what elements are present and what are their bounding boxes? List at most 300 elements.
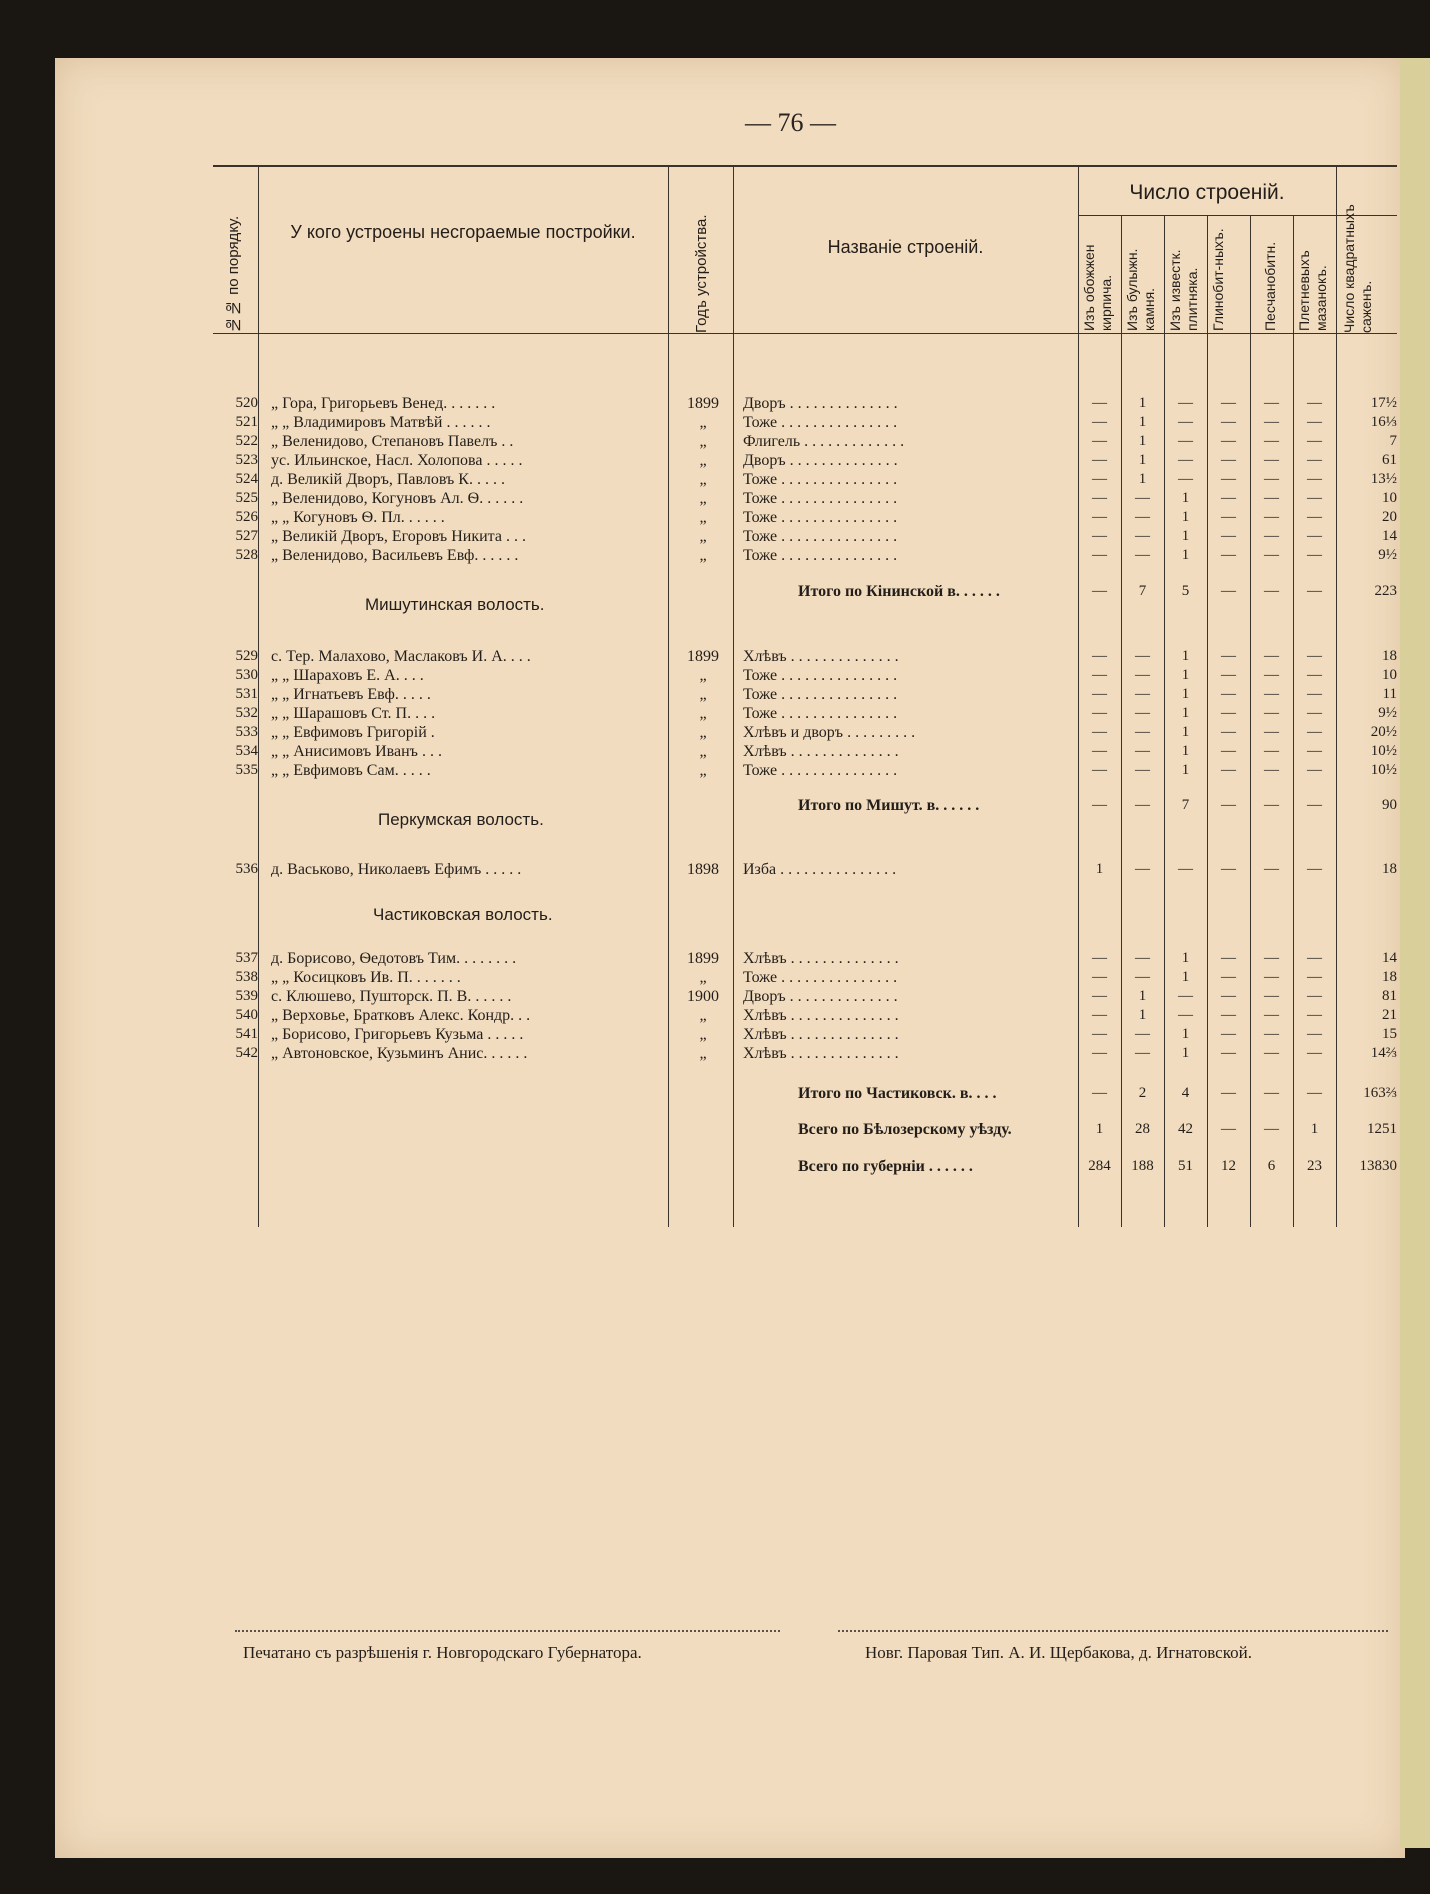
row-building: Тоже . . . . . . . . . . . . . . . [743, 686, 898, 703]
row-c4: — [1221, 490, 1236, 506]
row-c1: — [1092, 648, 1107, 664]
row-c3: 1 [1181, 648, 1190, 664]
row-c5: — [1264, 528, 1279, 544]
row-owner: „ „ Косицковъ Ив. П. . . . . . . [271, 969, 461, 986]
row-building: Тоже . . . . . . . . . . . . . . . [743, 414, 898, 431]
row-building: Тоже . . . . . . . . . . . . . . . [743, 547, 898, 564]
col-divider [733, 165, 734, 1227]
row-building: Хлѣвъ . . . . . . . . . . . . . . [743, 743, 899, 760]
row-area: 14⅔ [1370, 1045, 1397, 1061]
row-c4: — [1221, 648, 1236, 664]
row-area: 81 [1382, 988, 1397, 1004]
row-building: Дворъ . . . . . . . . . . . . . . [743, 452, 898, 469]
row-c5: — [1264, 861, 1279, 877]
footer-rule-left [235, 1630, 780, 1636]
row-number: 540 [235, 1007, 258, 1023]
row-c1: — [1092, 1026, 1107, 1042]
row-area: 17½ [1370, 395, 1397, 411]
row-c1: — [1092, 1085, 1107, 1101]
row-c3: — [1178, 395, 1193, 411]
row-c2: — [1135, 743, 1150, 759]
row-building: Флигель . . . . . . . . . . . . . [743, 433, 905, 450]
row-c4: — [1221, 395, 1236, 411]
row-c6: — [1307, 1085, 1322, 1101]
row-c2: — [1135, 667, 1150, 683]
row-c1: — [1092, 452, 1107, 468]
row-building: Дворъ . . . . . . . . . . . . . . [743, 395, 898, 412]
row-c3: 1 [1181, 528, 1190, 544]
row-c6: — [1307, 452, 1322, 468]
header-sub-2: Изъ булыжн. камня. [1124, 248, 1157, 331]
row-c2: 1 [1138, 1007, 1147, 1023]
row-c3: — [1178, 1007, 1193, 1023]
row-c5: — [1264, 395, 1279, 411]
row-c4: — [1221, 471, 1236, 487]
row-c4: — [1221, 583, 1236, 599]
row-c2: — [1135, 950, 1150, 966]
row-c3: — [1178, 433, 1193, 449]
row-c5: — [1264, 988, 1279, 1004]
row-year: 1898 [687, 861, 719, 878]
row-year: „ [699, 1007, 707, 1024]
row-c5: — [1264, 1007, 1279, 1023]
row-c5: — [1264, 471, 1279, 487]
row-c6: — [1307, 395, 1322, 411]
row-number: 524 [235, 471, 258, 487]
row-c6: — [1307, 705, 1322, 721]
header-building: Названіе строеній. [827, 237, 984, 257]
row-c3: 1 [1181, 724, 1190, 740]
row-number: 530 [235, 667, 258, 683]
row-owner: „ Верховье, Братковъ Алекс. Кондр. . . [271, 1007, 531, 1024]
total-label: Всего по Бѣлозерскому уѣзду. [798, 1121, 1012, 1138]
row-c1: — [1092, 705, 1107, 721]
row-building: Хлѣвъ . . . . . . . . . . . . . . [743, 1007, 899, 1024]
row-c2: — [1135, 509, 1150, 525]
row-area: 10 [1382, 490, 1397, 506]
row-year: „ [699, 433, 707, 450]
row-c6: — [1307, 583, 1322, 599]
row-c3: — [1178, 988, 1193, 1004]
row-c3: 1 [1181, 950, 1190, 966]
row-number: 529 [235, 648, 258, 664]
row-c4: — [1221, 1007, 1236, 1023]
row-c4: — [1221, 861, 1236, 877]
row-c2: — [1135, 686, 1150, 702]
row-owner: „ Веленидово, Васильевъ Евф. . . . . . [271, 547, 519, 564]
row-c5: — [1264, 762, 1279, 778]
section-heading: Перкумская волость. [378, 810, 544, 829]
row-c2: 188 [1131, 1158, 1154, 1174]
row-area: 13½ [1370, 471, 1397, 487]
row-owner: „ Веленидово, Степановъ Павелъ . . [271, 433, 514, 450]
row-owner: „ „ Анисимовъ Иванъ . . . [271, 743, 442, 760]
row-building: Хлѣвъ . . . . . . . . . . . . . . [743, 1045, 899, 1062]
row-owner: „ „ Владимировъ Матвѣй . . . . . . [271, 414, 491, 431]
row-c4: — [1221, 724, 1236, 740]
row-area: 9½ [1378, 705, 1397, 721]
row-building: Тоже . . . . . . . . . . . . . . . [743, 471, 898, 488]
header-year: Годъ устройства. [693, 214, 710, 333]
row-year: 1900 [687, 988, 719, 1005]
row-area: 61 [1382, 452, 1397, 468]
row-c4: — [1221, 1085, 1236, 1101]
row-c5: — [1264, 547, 1279, 563]
row-owner: „ Борисово, Григорьевъ Кузьма . . . . . [271, 1026, 524, 1043]
row-c4: — [1221, 743, 1236, 759]
row-c4: — [1221, 1045, 1236, 1061]
row-area: 10½ [1370, 762, 1397, 778]
row-owner: д. Великій Дворъ, Павловъ К. . . . . [271, 471, 505, 488]
row-building: Изба . . . . . . . . . . . . . . . [743, 861, 897, 878]
row-c2: 1 [1138, 414, 1147, 430]
row-c1: — [1092, 414, 1107, 430]
row-building: Тоже . . . . . . . . . . . . . . . [743, 490, 898, 507]
header-no: №№ по порядку. [225, 215, 242, 333]
row-owner: „ „ Евфимовъ Григорій . [271, 724, 435, 741]
row-number: 523 [235, 452, 258, 468]
row-c6: — [1307, 547, 1322, 563]
row-c6: 1 [1310, 1121, 1319, 1137]
row-number: 537 [235, 950, 258, 966]
row-c4: 12 [1221, 1158, 1236, 1174]
row-c1: — [1092, 686, 1107, 702]
row-number: 542 [235, 1045, 258, 1061]
row-c1: — [1092, 490, 1107, 506]
row-area: 163⅔ [1363, 1085, 1397, 1101]
row-year: „ [699, 1045, 707, 1062]
row-c1: 284 [1088, 1158, 1111, 1174]
row-c2: — [1135, 547, 1150, 563]
row-c4: — [1221, 762, 1236, 778]
row-owner: „ Гора, Григорьевъ Венед. . . . . . . [271, 395, 496, 412]
row-c6: 23 [1307, 1158, 1322, 1174]
row-number: 525 [235, 490, 258, 506]
section-heading: Частиковская волость. [373, 905, 553, 924]
row-area: 20 [1382, 509, 1397, 525]
row-c6: — [1307, 861, 1322, 877]
row-owner: с. Клюшево, Пушторск. П. В. . . . . . [271, 988, 512, 1005]
header-bottom-rule [213, 333, 1397, 334]
row-c3: 1 [1181, 1026, 1190, 1042]
row-number: 526 [235, 509, 258, 525]
row-c3: — [1178, 452, 1193, 468]
row-year: „ [699, 471, 707, 488]
row-c3: 1 [1181, 762, 1190, 778]
row-c4: — [1221, 969, 1236, 985]
row-area: 18 [1382, 861, 1397, 877]
row-c5: — [1264, 490, 1279, 506]
row-building: Хлѣвъ . . . . . . . . . . . . . . [743, 950, 899, 967]
row-c3: 1 [1181, 490, 1190, 506]
row-year: 1899 [687, 950, 719, 967]
row-number: 527 [235, 528, 258, 544]
row-number: 531 [235, 686, 258, 702]
row-c5: — [1264, 667, 1279, 683]
row-c3: 5 [1181, 583, 1190, 599]
row-area: 14 [1382, 528, 1397, 544]
row-owner: „ „ Когуновъ Ѳ. Пл. . . . . . [271, 509, 445, 526]
row-owner: „ „ Шараховъ Е. А. . . . [271, 667, 424, 684]
page-number: — 76 — [745, 108, 836, 137]
row-c2: — [1135, 705, 1150, 721]
row-area: 20½ [1370, 724, 1397, 740]
row-owner: „ Великій Дворъ, Егоровъ Никита . . . [271, 528, 526, 545]
header-sub-5: Песчанобитн. [1262, 241, 1278, 331]
row-c6: — [1307, 490, 1322, 506]
row-c2: 1 [1138, 988, 1147, 1004]
row-area: 10½ [1370, 743, 1397, 759]
row-c6: — [1307, 648, 1322, 664]
row-c2: — [1135, 648, 1150, 664]
row-c5: — [1264, 743, 1279, 759]
row-c6: — [1307, 433, 1322, 449]
row-c6: — [1307, 667, 1322, 683]
row-c5: — [1264, 509, 1279, 525]
row-c1: — [1092, 724, 1107, 740]
header-group: Число строеній. [1129, 181, 1285, 204]
row-c6: — [1307, 988, 1322, 1004]
row-c6: — [1307, 950, 1322, 966]
row-c4: — [1221, 950, 1236, 966]
row-building: Тоже . . . . . . . . . . . . . . . [743, 969, 898, 986]
row-year: „ [699, 452, 707, 469]
row-year: „ [699, 509, 707, 526]
row-year: „ [699, 743, 707, 760]
col-divider [668, 165, 669, 1227]
row-year: „ [699, 686, 707, 703]
row-c4: — [1221, 547, 1236, 563]
row-c4: — [1221, 705, 1236, 721]
row-building: Хлѣвъ и дворъ . . . . . . . . . [743, 724, 916, 741]
footer-imprint-right: Новг. Паровая Тип. А. И. Щербакова, д. Игнатовской. [865, 1643, 1252, 1662]
row-c3: 1 [1181, 743, 1190, 759]
row-c4: — [1221, 667, 1236, 683]
row-c1: — [1092, 743, 1107, 759]
next-page-edge [1400, 58, 1430, 1848]
row-area: 223 [1374, 583, 1397, 599]
row-area: 90 [1382, 797, 1397, 813]
row-c3: 1 [1181, 969, 1190, 985]
row-owner: с. Тер. Малахово, Маслаковъ И. А. . . . [271, 648, 531, 665]
row-c2: 7 [1138, 583, 1147, 599]
row-c5: — [1264, 1085, 1279, 1101]
row-year: 1899 [687, 395, 719, 412]
row-number: 535 [235, 762, 258, 778]
row-c6: — [1307, 762, 1322, 778]
footer-rule-right [838, 1630, 1388, 1636]
row-c1: — [1092, 667, 1107, 683]
row-c5: 6 [1267, 1158, 1276, 1174]
row-c6: — [1307, 724, 1322, 740]
row-c6: — [1307, 471, 1322, 487]
row-c3: 42 [1178, 1121, 1193, 1137]
row-c4: — [1221, 414, 1236, 430]
row-c5: — [1264, 1026, 1279, 1042]
section-heading: Мишутинская волость. [365, 595, 545, 614]
row-owner: д. Васьково, Николаевъ Ефимъ . . . . . [271, 861, 522, 878]
row-c1: — [1092, 433, 1107, 449]
row-c5: — [1264, 433, 1279, 449]
total-label: Всего по губерніи . . . . . . [798, 1158, 973, 1175]
row-number: 533 [235, 724, 258, 740]
row-c5: — [1264, 452, 1279, 468]
row-c6: — [1307, 1007, 1322, 1023]
buildings-table [213, 165, 1397, 1227]
row-c1: 1 [1095, 1121, 1104, 1137]
row-c1: — [1092, 988, 1107, 1004]
row-area: 7 [1389, 433, 1397, 449]
row-building: Дворъ . . . . . . . . . . . . . . [743, 988, 898, 1005]
row-owner: „ „ Шарашовъ Ст. П. . . . [271, 705, 436, 722]
row-building: Хлѣвъ . . . . . . . . . . . . . . [743, 1026, 899, 1043]
row-number: 522 [235, 433, 258, 449]
row-c5: — [1264, 705, 1279, 721]
row-c4: — [1221, 1121, 1236, 1137]
row-c2: — [1135, 1045, 1150, 1061]
row-c2: — [1135, 861, 1150, 877]
row-year: „ [699, 762, 707, 779]
row-year: 1899 [687, 648, 719, 665]
row-area: 14 [1382, 950, 1397, 966]
row-c5: — [1264, 686, 1279, 702]
row-c2: — [1135, 724, 1150, 740]
row-c1: — [1092, 1007, 1107, 1023]
row-owner: „ Автоновское, Кузьминъ Анис. . . . . . [271, 1045, 528, 1062]
row-c4: — [1221, 433, 1236, 449]
row-c1: — [1092, 797, 1107, 813]
row-c5: — [1264, 1045, 1279, 1061]
row-area: 13830 [1359, 1158, 1397, 1174]
row-owner: д. Борисово, Ѳедотовъ Тим. . . . . . . . [271, 950, 517, 967]
row-area: 18 [1382, 969, 1397, 985]
row-c2: — [1135, 528, 1150, 544]
row-year: „ [699, 490, 707, 507]
row-number: 536 [235, 861, 258, 877]
row-c6: — [1307, 509, 1322, 525]
row-c1: — [1092, 1045, 1107, 1061]
row-number: 532 [235, 705, 258, 721]
row-number: 528 [235, 547, 258, 563]
row-c3: — [1178, 861, 1193, 877]
row-c1: — [1092, 969, 1107, 985]
row-area: 10 [1382, 667, 1397, 683]
row-owner: ус. Ильинское, Насл. Холопова . . . . . [271, 452, 523, 469]
row-c5: — [1264, 969, 1279, 985]
row-c6: — [1307, 1045, 1322, 1061]
row-number: 541 [235, 1026, 258, 1042]
row-c3: 51 [1178, 1158, 1193, 1174]
header-sub-3: Изъ известк. плитняка. [1167, 249, 1200, 331]
row-c2: — [1135, 1026, 1150, 1042]
row-area: 11 [1382, 686, 1397, 702]
header-owner: У кого устроены несгораемые постройки. [290, 222, 636, 242]
row-c2: — [1135, 797, 1150, 813]
row-c3: — [1178, 414, 1193, 430]
row-year: „ [699, 724, 707, 741]
row-area: 21 [1382, 1007, 1397, 1023]
row-area: 9½ [1378, 547, 1397, 563]
row-area: 1251 [1367, 1121, 1397, 1137]
row-c3: — [1178, 471, 1193, 487]
row-c3: 4 [1181, 1085, 1190, 1101]
row-c4: — [1221, 452, 1236, 468]
row-c6: — [1307, 743, 1322, 759]
row-number: 521 [235, 414, 258, 430]
row-c3: 1 [1181, 547, 1190, 563]
header-sub-6: Плетневыхъ мазанокъ. [1296, 250, 1329, 331]
header-sub-1: Изъ обожжен кирпича. [1081, 244, 1114, 331]
row-c2: 2 [1138, 1085, 1147, 1101]
row-c6: — [1307, 797, 1322, 813]
row-building: Тоже . . . . . . . . . . . . . . . [743, 762, 898, 779]
row-c2: 1 [1138, 471, 1147, 487]
row-c3: 1 [1181, 667, 1190, 683]
row-building: Тоже . . . . . . . . . . . . . . . [743, 509, 898, 526]
row-c6: — [1307, 969, 1322, 985]
row-c2: 1 [1138, 395, 1147, 411]
row-c1: — [1092, 950, 1107, 966]
row-number: 538 [235, 969, 258, 985]
header-sub-4: Глинобит-ныхъ. [1210, 228, 1226, 331]
row-c3: 1 [1181, 1045, 1190, 1061]
row-c5: — [1264, 797, 1279, 813]
row-c1: 1 [1095, 861, 1104, 877]
row-c4: — [1221, 528, 1236, 544]
row-number: 534 [235, 743, 258, 759]
row-c2: — [1135, 969, 1150, 985]
row-year: „ [699, 1026, 707, 1043]
table-top-rule [213, 165, 1397, 167]
row-year: „ [699, 667, 707, 684]
row-owner: „ „ Игнатьевъ Евф. . . . . [271, 686, 431, 703]
row-area: 16⅓ [1370, 414, 1397, 430]
row-c5: — [1264, 1121, 1279, 1137]
row-c5: — [1264, 583, 1279, 599]
row-c2: 1 [1138, 433, 1147, 449]
row-c1: — [1092, 583, 1107, 599]
row-area: 18 [1382, 648, 1397, 664]
col-divider [258, 165, 259, 1227]
row-number: 520 [235, 395, 258, 411]
row-owner: „ „ Евфимовъ Сам. . . . . [271, 762, 431, 779]
row-c3: 7 [1181, 797, 1190, 813]
row-year: „ [699, 705, 707, 722]
row-c3: 1 [1181, 686, 1190, 702]
row-c5: — [1264, 648, 1279, 664]
row-year: „ [699, 547, 707, 564]
row-number: 539 [235, 988, 258, 1004]
row-area: 15 [1382, 1026, 1397, 1042]
row-c4: — [1221, 797, 1236, 813]
row-building: Тоже . . . . . . . . . . . . . . . [743, 705, 898, 722]
row-c6: — [1307, 528, 1322, 544]
row-c4: — [1221, 686, 1236, 702]
row-c6: — [1307, 686, 1322, 702]
row-building: Тоже . . . . . . . . . . . . . . . [743, 667, 898, 684]
row-c1: — [1092, 547, 1107, 563]
row-c5: — [1264, 950, 1279, 966]
row-c2: — [1135, 490, 1150, 506]
row-c2: 1 [1138, 452, 1147, 468]
footer-imprint-left: Печатано съ разрѣшенія г. Новгородскаго Губернатора. [243, 1643, 642, 1662]
row-c6: — [1307, 414, 1322, 430]
row-c3: 1 [1181, 705, 1190, 721]
row-year: „ [699, 414, 707, 431]
row-c3: 1 [1181, 509, 1190, 525]
subtotal-label: Итого по Частиковск. в. . . . [798, 1085, 997, 1102]
row-c1: — [1092, 509, 1107, 525]
